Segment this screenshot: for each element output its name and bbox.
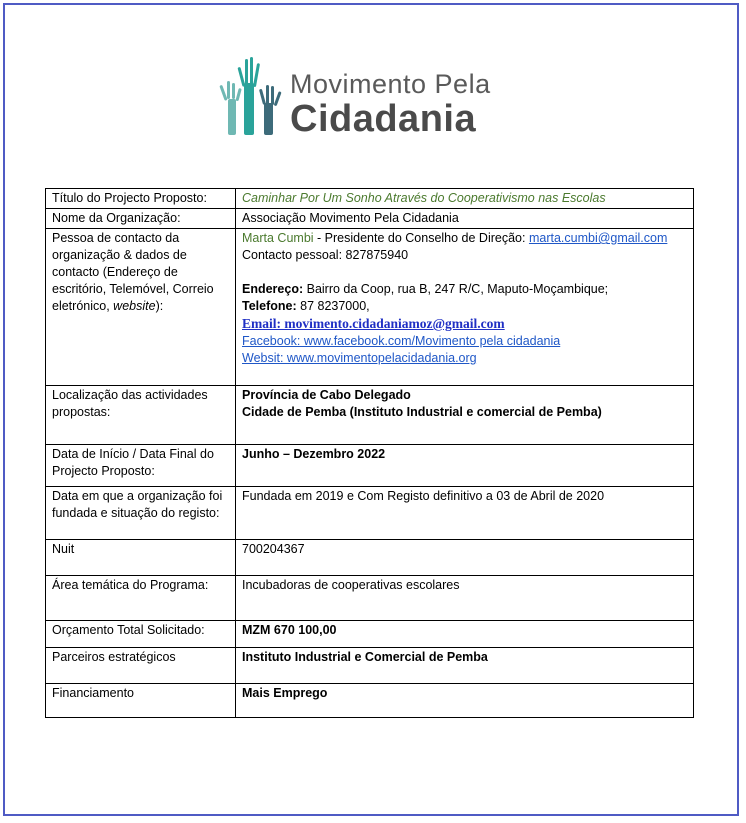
table-row bbox=[46, 445, 694, 487]
table-row bbox=[46, 540, 694, 576]
table-row bbox=[46, 209, 694, 229]
budget-value: MZM 670 100,00 bbox=[242, 623, 337, 637]
location-province: Província de Cabo Delegado bbox=[242, 388, 411, 402]
table-row bbox=[46, 648, 694, 684]
table-row bbox=[46, 576, 694, 621]
row-value: 700204367 bbox=[236, 540, 694, 576]
row-value bbox=[236, 229, 694, 386]
row-label: Nuit bbox=[46, 540, 236, 576]
project-info-table bbox=[45, 188, 694, 718]
project-title: Caminhar Por Um Sonho Através do Cooperativismo nas Escolas bbox=[242, 191, 606, 205]
organization-logo bbox=[218, 55, 508, 140]
row-value: Associação Movimento Pela Cidadania bbox=[236, 209, 694, 229]
table-row bbox=[46, 386, 694, 445]
personal-phone: Contacto pessoal: 827875940 bbox=[242, 248, 409, 262]
row-label: Localização das actividades propostas: bbox=[46, 386, 236, 445]
contact-label-text: Pessoa de contacto da organização & dados de contacto (Endereço de escritório, Telemóvel, Correio eletrónico, bbox=[52, 231, 214, 313]
table-row bbox=[46, 487, 694, 540]
row-label: Nome da Organização: bbox=[46, 209, 236, 229]
partners-value: Instituto Industrial e Comercial de Pemba bbox=[242, 650, 488, 664]
row-value bbox=[236, 189, 694, 209]
row-label: Parceiros estratégicos bbox=[46, 648, 236, 684]
row-value: Incubadoras de cooperativas escolares bbox=[236, 576, 694, 621]
row-value: Fundada em 2019 e Com Registo definitivo a 03 de Abril de 2020 bbox=[236, 487, 694, 540]
table-row bbox=[46, 229, 694, 386]
row-value bbox=[236, 445, 694, 487]
table-row bbox=[46, 621, 694, 648]
row-label: Financiamento bbox=[46, 684, 236, 718]
row-value bbox=[236, 648, 694, 684]
website-link[interactable]: Websit: www.movimentopelacidadania.org bbox=[242, 351, 477, 365]
logo-text-line1: Movimento Pela bbox=[290, 69, 491, 99]
contact-label-end: ): bbox=[155, 299, 164, 313]
row-label: Orçamento Total Solicitado: bbox=[46, 621, 236, 648]
row-label: Data em que a organização foi fundada e situação do registo: bbox=[46, 487, 236, 540]
raised-hands-logo-icon bbox=[218, 55, 288, 140]
row-value bbox=[236, 684, 694, 718]
row-value bbox=[236, 386, 694, 445]
facebook-link[interactable]: Facebook: www.facebook.com/Movimento pela cidadania bbox=[242, 334, 561, 348]
row-label: Título do Projecto Proposto: bbox=[46, 189, 236, 209]
project-dates: Junho – Dezembro 2022 bbox=[242, 447, 386, 461]
phone-label: Telefone: bbox=[242, 299, 297, 313]
location-city: Cidade de Pemba (Instituto Industrial e comercial de Pemba) bbox=[242, 405, 602, 419]
table-row bbox=[46, 189, 694, 209]
address-value: Bairro da Coop, rua B, 247 R/C, Maputo-Moçambique; bbox=[303, 282, 609, 296]
org-email-link[interactable]: Email: movimento.cidadaniamoz@gmail.com bbox=[242, 316, 505, 331]
funding-value: Mais Emprego bbox=[242, 686, 328, 700]
table-row bbox=[46, 684, 694, 718]
contact-person-role: - Presidente do Conselho de Direção: bbox=[313, 231, 529, 245]
row-label bbox=[46, 229, 236, 386]
contact-label-italic: website bbox=[113, 299, 156, 313]
row-label: Área temática do Programa: bbox=[46, 576, 236, 621]
logo-text-line2: Cidadania bbox=[290, 98, 477, 140]
row-value bbox=[236, 621, 694, 648]
row-label: Data de Início / Data Final do Projecto Proposto: bbox=[46, 445, 236, 487]
address-label: Endereço: bbox=[242, 282, 304, 296]
contact-email-link[interactable]: marta.cumbi@gmail.com bbox=[528, 231, 668, 245]
phone-value: 87 8237000, bbox=[296, 299, 370, 313]
contact-person-name: Marta Cumbi bbox=[242, 231, 314, 245]
